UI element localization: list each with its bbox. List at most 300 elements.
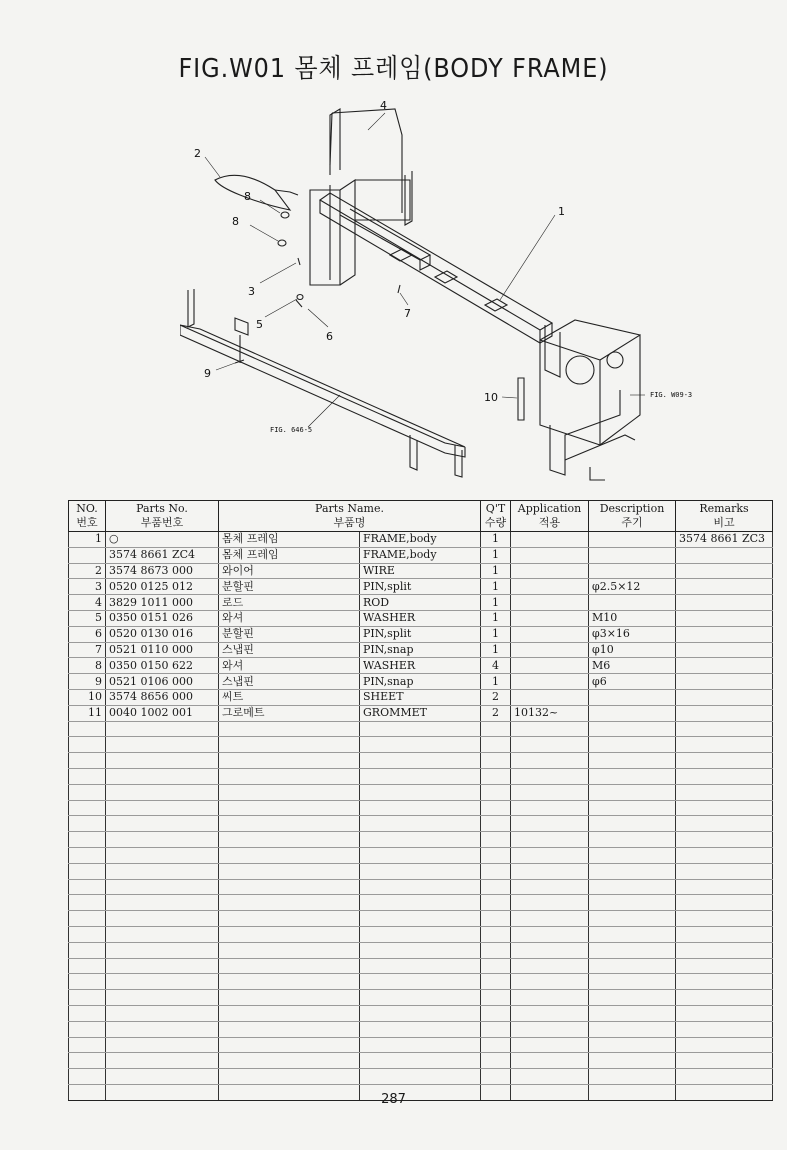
callout-1: 1 — [558, 205, 565, 218]
table-cell-name-en: WASHER — [360, 610, 481, 626]
table-cell-empty — [589, 816, 676, 832]
page-number: 287 — [381, 1092, 406, 1107]
table-cell-empty — [589, 879, 676, 895]
table-row-empty — [69, 816, 773, 832]
table-cell-empty — [481, 816, 511, 832]
table-cell-name-en: PIN,split — [360, 626, 481, 642]
table-cell-empty — [511, 832, 589, 848]
table-cell-remarks — [676, 595, 773, 611]
table-cell-empty — [360, 721, 481, 737]
table-cell-qty: 4 — [481, 658, 511, 674]
header-parts-no: Parts No. 부품번호 — [106, 501, 219, 532]
table-row-empty — [69, 800, 773, 816]
table-row-empty — [69, 1037, 773, 1053]
table-row-empty — [69, 721, 773, 737]
table-cell-name-en: GROMMET — [360, 705, 481, 721]
table-cell-part-no: 0520 0125 012 — [106, 579, 219, 595]
body-frame-drawing — [180, 95, 700, 490]
header-parts-name: Parts Name. 부품명 — [219, 501, 481, 532]
table-cell-qty: 1 — [481, 674, 511, 690]
table-cell-name-en: FRAME,body — [360, 547, 481, 563]
table-cell-no: 4 — [69, 595, 106, 611]
table-cell-empty — [589, 721, 676, 737]
table-cell-empty — [69, 721, 106, 737]
header-description: Description 주기 — [589, 501, 676, 532]
table-cell-remarks — [676, 610, 773, 626]
table-cell-name-ko: 스냅핀 — [219, 674, 360, 690]
table-cell-no: 7 — [69, 642, 106, 658]
table-cell-name-en: PIN,split — [360, 579, 481, 595]
table-row-empty — [69, 847, 773, 863]
table-row-empty — [69, 863, 773, 879]
table-cell-empty — [511, 784, 589, 800]
table-cell-empty — [360, 1037, 481, 1053]
table-cell-empty — [676, 895, 773, 911]
table-cell-empty — [106, 847, 219, 863]
table-cell-remarks — [676, 674, 773, 690]
table-cell-name-ko: 스냅핀 — [219, 642, 360, 658]
table-cell-empty — [481, 863, 511, 879]
table-cell-application: 10132~ — [511, 705, 589, 721]
table-cell-empty — [676, 816, 773, 832]
table-cell-name-ko: 분할핀 — [219, 626, 360, 642]
callout-8b: 8 — [232, 215, 239, 228]
table-cell-qty: 1 — [481, 532, 511, 548]
table-cell-name-en: SHEET — [360, 689, 481, 705]
table-cell-empty — [589, 1053, 676, 1069]
table-cell-empty — [219, 1005, 360, 1021]
table-cell-empty — [360, 863, 481, 879]
table-cell-empty — [69, 1037, 106, 1053]
table-cell-empty — [219, 990, 360, 1006]
table-cell-empty — [676, 1037, 773, 1053]
table-cell-empty — [676, 1005, 773, 1021]
table-row-empty — [69, 1069, 773, 1085]
table-cell-empty — [481, 784, 511, 800]
table-row — [69, 642, 773, 658]
table-cell-empty — [106, 1037, 219, 1053]
table-cell-empty — [219, 895, 360, 911]
table-cell-empty — [481, 1069, 511, 1085]
table-cell-empty — [481, 926, 511, 942]
table-cell-empty — [511, 926, 589, 942]
table-cell-empty — [69, 1053, 106, 1069]
header-no: NO. 번호 — [69, 501, 106, 532]
fig-ref-646-5: FIG. 646-5 — [270, 426, 313, 434]
table-cell-empty — [219, 926, 360, 942]
table-cell-empty — [219, 832, 360, 848]
table-cell-name-en: ROD — [360, 595, 481, 611]
table-row-empty — [69, 879, 773, 895]
table-cell-empty — [69, 784, 106, 800]
table-cell-empty — [106, 768, 219, 784]
table-cell-empty — [481, 974, 511, 990]
table-cell-empty — [219, 721, 360, 737]
table-row-empty — [69, 990, 773, 1006]
table-cell-part-no: 0521 0106 000 — [106, 674, 219, 690]
table-cell-empty — [676, 926, 773, 942]
table-row-empty — [69, 753, 773, 769]
table-cell-description: φ3×16 — [589, 626, 676, 642]
table-cell-name-ko: 몸체 프레임 — [219, 547, 360, 563]
table-row-empty — [69, 911, 773, 927]
table-row — [69, 579, 773, 595]
table-cell-name-ko: 분할핀 — [219, 579, 360, 595]
callout-3: 3 — [248, 285, 255, 298]
table-cell-empty — [511, 847, 589, 863]
table-cell-no: 8 — [69, 658, 106, 674]
table-cell-no: 9 — [69, 674, 106, 690]
table-cell-application — [511, 547, 589, 563]
table-cell-empty — [481, 737, 511, 753]
callout-5: 5 — [256, 318, 263, 331]
table-row-empty — [69, 1021, 773, 1037]
table-cell-empty — [589, 1069, 676, 1085]
table-row — [69, 674, 773, 690]
table-cell-empty — [511, 958, 589, 974]
table-cell-empty — [360, 990, 481, 1006]
table-cell-empty — [219, 737, 360, 753]
table-cell-no: 10 — [69, 689, 106, 705]
table-cell-empty — [676, 737, 773, 753]
table-row-empty — [69, 942, 773, 958]
table-cell-empty — [69, 863, 106, 879]
table-cell-description: M6 — [589, 658, 676, 674]
table-cell-empty — [589, 737, 676, 753]
table-cell-empty — [219, 753, 360, 769]
table-cell-empty — [511, 863, 589, 879]
table-cell-empty — [511, 911, 589, 927]
table-cell-empty — [481, 1005, 511, 1021]
table-cell-empty — [69, 816, 106, 832]
table-cell-empty — [106, 1069, 219, 1085]
table-cell-empty — [511, 768, 589, 784]
table-cell-empty — [511, 1037, 589, 1053]
table-cell-empty — [360, 737, 481, 753]
table-cell-no: 5 — [69, 610, 106, 626]
table-cell-remarks — [676, 579, 773, 595]
table-cell-empty — [676, 800, 773, 816]
table-cell-empty — [219, 1053, 360, 1069]
table-cell-empty — [589, 926, 676, 942]
table-cell-name-en: WASHER — [360, 658, 481, 674]
table-cell-empty — [481, 942, 511, 958]
table-cell-empty — [511, 1005, 589, 1021]
table-cell-name-ko: 와셔 — [219, 610, 360, 626]
table-row — [69, 595, 773, 611]
table-cell-empty — [481, 1053, 511, 1069]
table-cell-part-no: ○ — [106, 532, 219, 548]
table-cell-empty — [219, 911, 360, 927]
table-cell-name-ko: 와셔 — [219, 658, 360, 674]
table-cell-empty — [106, 800, 219, 816]
table-cell-application — [511, 626, 589, 642]
table-cell-qty: 1 — [481, 547, 511, 563]
table-cell-qty: 1 — [481, 642, 511, 658]
table-cell-empty — [481, 1037, 511, 1053]
table-cell-part-no: 0350 0151 026 — [106, 610, 219, 626]
parts-table-body — [69, 532, 773, 1101]
table-cell-name-en: WIRE — [360, 563, 481, 579]
table-cell-name-ko: 로드 — [219, 595, 360, 611]
table-cell-description — [589, 689, 676, 705]
table-cell-name-ko: 씨트 — [219, 689, 360, 705]
table-cell-empty — [360, 926, 481, 942]
callout-2: 2 — [194, 147, 201, 160]
table-row-empty — [69, 784, 773, 800]
table-cell-empty — [481, 911, 511, 927]
table-cell-name-en: PIN,snap — [360, 642, 481, 658]
table-cell-no: 6 — [69, 626, 106, 642]
table-cell-application — [511, 532, 589, 548]
table-cell-empty — [106, 1021, 219, 1037]
table-cell-description: M10 — [589, 610, 676, 626]
callout-10: 10 — [484, 391, 498, 404]
table-cell-empty — [511, 942, 589, 958]
table-cell-empty — [589, 1021, 676, 1037]
table-cell-remarks — [676, 642, 773, 658]
table-cell-empty — [589, 974, 676, 990]
table-cell-name-en: PIN,snap — [360, 674, 481, 690]
table-cell-empty — [106, 974, 219, 990]
table-cell-empty — [360, 911, 481, 927]
table-cell-remarks — [676, 626, 773, 642]
table-row-empty — [69, 974, 773, 990]
table-cell-empty — [511, 1069, 589, 1085]
table-cell-empty — [106, 737, 219, 753]
table-cell-empty — [69, 737, 106, 753]
table-cell-name-ko: 몸체 프레임 — [219, 532, 360, 548]
table-cell-empty — [69, 1005, 106, 1021]
table-cell-remarks — [676, 563, 773, 579]
table-cell-description — [589, 532, 676, 548]
table-cell-empty — [589, 784, 676, 800]
table-cell-description — [589, 595, 676, 611]
header-application: Application 적용 — [511, 501, 589, 532]
callout-4: 4 — [380, 99, 387, 112]
table-cell-application — [511, 610, 589, 626]
table-cell-empty — [511, 990, 589, 1006]
table-row — [69, 610, 773, 626]
table-cell-empty — [219, 768, 360, 784]
table-cell-empty — [69, 990, 106, 1006]
table-cell-qty: 2 — [481, 689, 511, 705]
page-title: FIG.W01 몸체 프레임(BODY FRAME) — [178, 54, 609, 84]
table-cell-empty — [676, 863, 773, 879]
table-cell-empty — [676, 784, 773, 800]
table-cell-empty — [676, 990, 773, 1006]
table-cell-part-no: 0520 0130 016 — [106, 626, 219, 642]
table-cell-remarks — [676, 705, 773, 721]
table-cell-empty — [360, 832, 481, 848]
table-cell-empty — [106, 911, 219, 927]
table-cell-empty — [69, 879, 106, 895]
table-cell-empty — [360, 753, 481, 769]
table-cell-application — [511, 642, 589, 658]
table-cell-no: 2 — [69, 563, 106, 579]
table-row-empty — [69, 768, 773, 784]
table-cell-empty — [589, 1005, 676, 1021]
table-cell-part-no: 3574 8673 000 — [106, 563, 219, 579]
table-cell-empty — [106, 784, 219, 800]
table-cell-empty — [106, 753, 219, 769]
table-row-empty — [69, 958, 773, 974]
table-cell-empty — [219, 847, 360, 863]
table-cell-name-ko: 그로메트 — [219, 705, 360, 721]
table-cell-empty — [481, 832, 511, 848]
table-cell-description — [589, 547, 676, 563]
table-row — [69, 658, 773, 674]
table-cell-empty — [511, 1053, 589, 1069]
table-cell-no: 3 — [69, 579, 106, 595]
table-cell-empty — [589, 832, 676, 848]
table-cell-empty — [69, 942, 106, 958]
table-cell-part-no: 0040 1002 001 — [106, 705, 219, 721]
table-cell-empty — [481, 768, 511, 784]
table-cell-empty — [481, 895, 511, 911]
table-cell-empty — [511, 974, 589, 990]
table-cell-empty — [360, 816, 481, 832]
table-cell-empty — [360, 784, 481, 800]
table-cell-empty — [106, 863, 219, 879]
table-row-empty — [69, 1005, 773, 1021]
table-cell-empty — [360, 942, 481, 958]
table-cell-part-no: 0350 0150 622 — [106, 658, 219, 674]
table-cell-empty — [219, 863, 360, 879]
table-cell-empty — [676, 847, 773, 863]
table-cell-empty — [676, 1021, 773, 1037]
table-cell-application — [511, 658, 589, 674]
table-cell-empty — [106, 816, 219, 832]
table-cell-qty: 2 — [481, 705, 511, 721]
table-row — [69, 563, 773, 579]
callout-7: 7 — [404, 307, 411, 320]
table-cell-empty — [589, 958, 676, 974]
table-cell-part-no: 3829 1011 000 — [106, 595, 219, 611]
table-row — [69, 532, 773, 548]
table-cell-empty — [589, 847, 676, 863]
table-cell-empty — [676, 721, 773, 737]
table-cell-empty — [69, 911, 106, 927]
table-cell-empty — [589, 990, 676, 1006]
table-cell-name-ko: 와이어 — [219, 563, 360, 579]
table-header-row — [69, 501, 773, 532]
table-cell-empty — [106, 990, 219, 1006]
table-cell-empty — [676, 942, 773, 958]
table-cell-empty — [106, 832, 219, 848]
table-cell-empty — [481, 990, 511, 1006]
table-cell-application — [511, 579, 589, 595]
table-cell-qty: 1 — [481, 626, 511, 642]
table-cell-empty — [589, 1037, 676, 1053]
table-cell-empty — [360, 1053, 481, 1069]
table-cell-remarks — [676, 689, 773, 705]
table-cell-remarks — [676, 547, 773, 563]
table-cell-empty — [360, 1069, 481, 1085]
table-cell-empty — [511, 753, 589, 769]
table-cell-empty — [106, 958, 219, 974]
table-cell-empty — [676, 753, 773, 769]
table-cell-empty — [676, 974, 773, 990]
table-cell-description: φ6 — [589, 674, 676, 690]
table-cell-empty — [219, 1021, 360, 1037]
table-cell-empty — [69, 974, 106, 990]
table-cell-empty — [219, 816, 360, 832]
table-cell-empty — [360, 895, 481, 911]
table-row — [69, 705, 773, 721]
table-cell-empty — [360, 958, 481, 974]
table-cell-empty — [106, 1053, 219, 1069]
callout-8a: 8 — [244, 190, 251, 203]
table-cell-empty — [219, 958, 360, 974]
table-cell-empty — [219, 942, 360, 958]
table-cell-empty — [511, 721, 589, 737]
table-cell-empty — [69, 800, 106, 816]
table-cell-empty — [676, 1053, 773, 1069]
header-remarks: Remarks 비고 — [676, 501, 773, 532]
table-cell-empty — [219, 1069, 360, 1085]
table-cell-empty — [69, 753, 106, 769]
table-row-empty — [69, 737, 773, 753]
table-cell-qty: 1 — [481, 610, 511, 626]
table-cell-application — [511, 689, 589, 705]
callout-9: 9 — [204, 367, 211, 380]
table-cell-empty — [589, 753, 676, 769]
table-cell-empty — [106, 879, 219, 895]
table-row-empty — [69, 926, 773, 942]
table-cell-empty — [360, 1021, 481, 1037]
table-cell-empty — [219, 800, 360, 816]
table-cell-application — [511, 563, 589, 579]
table-cell-empty — [589, 942, 676, 958]
table-cell-empty — [511, 800, 589, 816]
table-cell-empty — [360, 800, 481, 816]
table-cell-empty — [589, 768, 676, 784]
table-cell-empty — [676, 879, 773, 895]
table-cell-empty — [589, 911, 676, 927]
table-cell-empty — [69, 926, 106, 942]
table-cell-empty — [106, 895, 219, 911]
table-cell-remarks — [676, 658, 773, 674]
table-cell-empty — [360, 847, 481, 863]
header-qty: Q'T 수량 — [481, 501, 511, 532]
table-cell-part-no: 3574 8661 ZC4 — [106, 547, 219, 563]
table-cell-empty — [360, 768, 481, 784]
table-cell-empty — [360, 974, 481, 990]
table-row — [69, 626, 773, 642]
table-cell-empty — [69, 847, 106, 863]
table-cell-empty — [481, 800, 511, 816]
table-cell-part-no: 3574 8656 000 — [106, 689, 219, 705]
table-cell-empty — [69, 1069, 106, 1085]
table-cell-empty — [69, 1021, 106, 1037]
parts-table — [68, 500, 773, 1101]
table-cell-empty — [481, 721, 511, 737]
table-cell-empty — [219, 784, 360, 800]
table-cell-empty — [360, 879, 481, 895]
table-cell-empty — [69, 895, 106, 911]
table-cell-empty — [589, 800, 676, 816]
table-row — [69, 547, 773, 563]
table-cell-no: 1 — [69, 532, 106, 548]
table-cell-qty: 1 — [481, 579, 511, 595]
table-cell-empty — [69, 832, 106, 848]
table-cell-name-en: FRAME,body — [360, 532, 481, 548]
table-cell-application — [511, 595, 589, 611]
table-row — [69, 689, 773, 705]
table-cell-empty — [481, 879, 511, 895]
table-cell-remarks: 3574 8661 ZC3 — [676, 532, 773, 548]
